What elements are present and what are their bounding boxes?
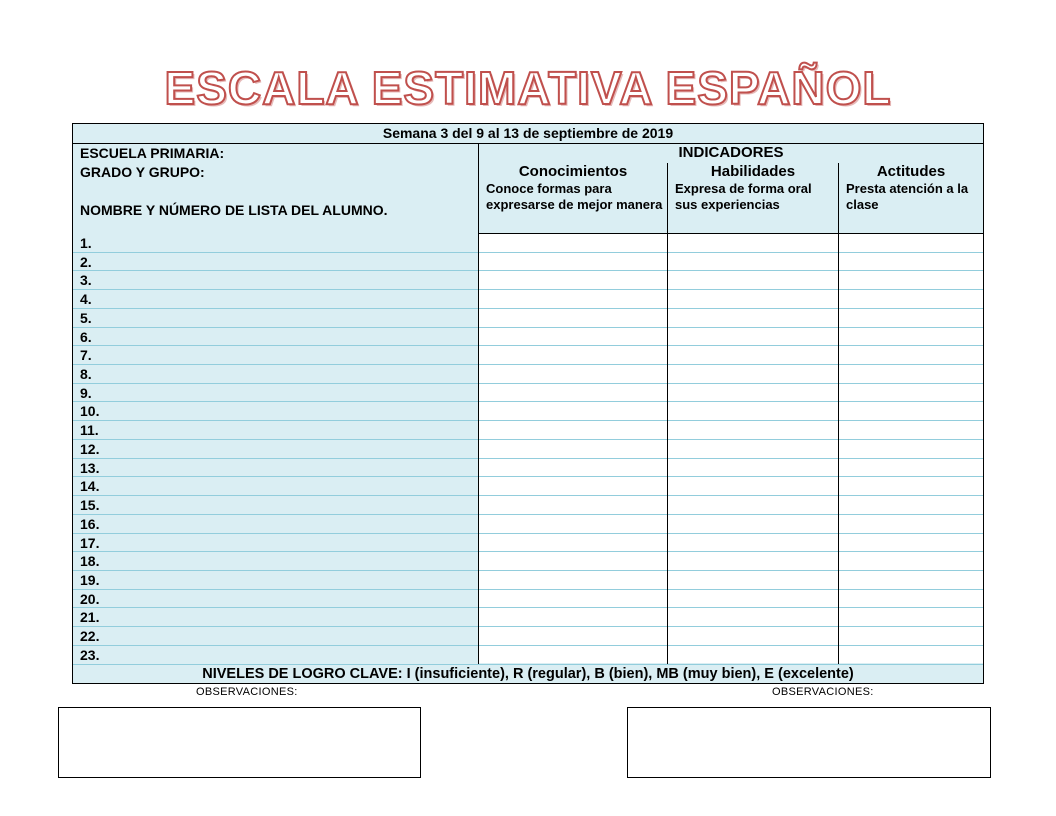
row-number: 16. (80, 515, 100, 532)
week-header: Semana 3 del 9 al 13 de septiembre de 2019 (73, 124, 983, 144)
row-divider (73, 420, 983, 421)
evaluation-table (72, 123, 984, 684)
row-divider (73, 308, 983, 309)
achievement-levels-key: NIVELES DE LOGRO CLAVE: I (insuficiente), R (regular), B (bien), MB (muy bien), E (excelente) (73, 664, 983, 684)
indicator-name: Actitudes (876, 163, 946, 180)
column-divider (838, 163, 839, 664)
row-divider (73, 514, 983, 515)
indicators-header (479, 143, 983, 233)
indicator-description: Expresa de forma oral sus experiencias (675, 181, 812, 212)
row-number: 17. (80, 534, 100, 551)
indicators-title: INDICADORES (678, 144, 784, 161)
student-label: NOMBRE Y NÚMERO DE LISTA DEL ALUMNO. (80, 202, 388, 218)
row-divider (73, 664, 983, 665)
row-divider (73, 364, 983, 365)
indicator-actitudes (839, 163, 983, 233)
indicator-grid-area (479, 233, 983, 663)
row-divider (73, 289, 983, 290)
row-divider (73, 570, 983, 571)
row-divider (73, 458, 983, 459)
indicator-header-divider (479, 233, 983, 234)
indicator-name: Habilidades (710, 163, 796, 180)
row-number: 12. (80, 440, 100, 457)
observations-label-left: OBSERVACIONES: (196, 686, 298, 698)
row-divider (73, 533, 983, 534)
row-number: 9. (80, 384, 92, 401)
page-title: ESCALA ESTIMATIVA ESPAÑOL (164, 62, 892, 114)
row-number: 23. (80, 646, 100, 663)
row-number: 8. (80, 366, 92, 383)
row-divider (73, 345, 983, 346)
indicator-habilidades (668, 163, 838, 233)
column-divider (667, 163, 668, 664)
row-number: 22. (80, 628, 100, 645)
row-divider (73, 401, 983, 402)
row-number: 11. (80, 422, 99, 439)
row-divider (73, 252, 983, 253)
indicator-description: Presta atención a la clase (846, 181, 969, 212)
row-number: 13. (80, 459, 100, 476)
row-divider (73, 476, 983, 477)
row-number: 1. (80, 235, 92, 251)
row-divider (73, 383, 983, 384)
row-number: 5. (80, 309, 92, 326)
indicator-conocimientos (479, 163, 667, 233)
row-number: 20. (80, 590, 100, 607)
row-divider (73, 270, 983, 271)
row-divider (73, 626, 983, 627)
row-divider (73, 439, 983, 440)
row-number: 6. (80, 328, 92, 345)
row-divider (73, 589, 983, 590)
row-number: 18. (80, 553, 100, 570)
row-divider (73, 607, 983, 608)
row-number: 19. (80, 571, 100, 588)
row-divider (73, 645, 983, 646)
grade-label: GRADO Y GRUPO: (80, 164, 205, 180)
row-number: 21. (80, 609, 100, 626)
row-number: 10. (80, 403, 100, 420)
observations-label-right: OBSERVACIONES: (772, 686, 874, 698)
row-divider (73, 551, 983, 552)
row-number: 4. (80, 291, 92, 308)
row-divider (73, 495, 983, 496)
indicator-description: Conoce formas para expresarse de mejor manera (486, 181, 663, 212)
observations-box-right[interactable] (627, 707, 991, 778)
indicator-name: Conocimientos (518, 163, 628, 180)
column-divider (478, 143, 479, 664)
row-number: 7. (80, 347, 92, 364)
row-number: 15. (80, 497, 100, 514)
row-divider (73, 327, 983, 328)
row-number: 14. (80, 478, 100, 495)
school-label: ESCUELA PRIMARIA: (80, 145, 225, 161)
row-number: 3. (80, 272, 92, 289)
observations-box-left[interactable] (58, 707, 421, 778)
row-number: 2. (80, 253, 92, 270)
